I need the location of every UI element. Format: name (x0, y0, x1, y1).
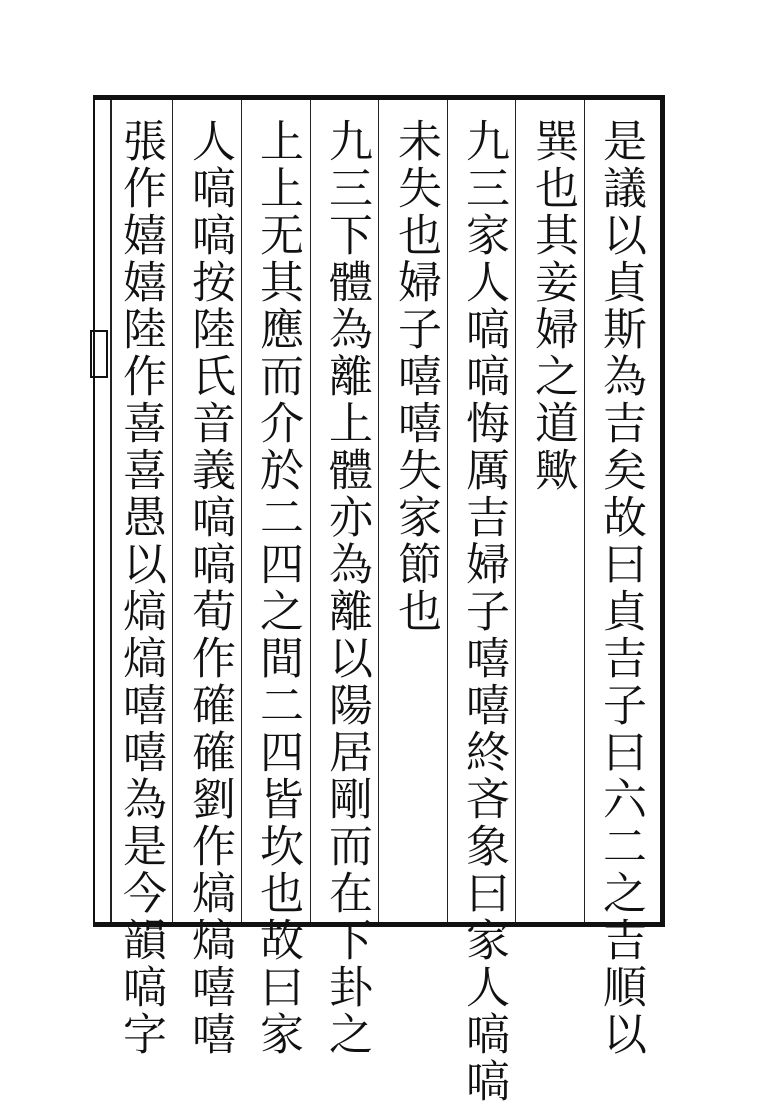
text-column-7: 人嗃嗃按陸氏音義嗃嗃荀作確確劉作熇熇嘻嘻 (184, 118, 235, 1058)
column-divider (515, 100, 516, 922)
text-column-2: 巽也其妾婦之道歟 (527, 118, 578, 494)
text-column-6: 上上无其應而介於二四之間二四皆坎也故曰家 (252, 118, 303, 1058)
column-divider (378, 100, 379, 922)
column-divider (172, 100, 173, 922)
text-column-8: 張作嬉嬉陸作喜喜愚以熇熇嘻嘻為是今韻嗃字 (115, 118, 166, 1058)
text-column-3: 九三家人嗃嗃悔厲吉婦子嘻嘻終吝象曰家人嗃嗃 (458, 118, 509, 1105)
text-column-1: 是議以貞斯為吉矣故曰貞吉子曰六二之吉順以 (595, 118, 646, 1058)
column-divider (241, 100, 242, 922)
column-divider (584, 100, 585, 922)
column-divider (310, 100, 311, 922)
text-frame (93, 95, 665, 1105)
text-column-5: 九三下體為離上體亦為離以陽居剛而在下卦之 (321, 118, 372, 1058)
text-column-4: 未失也婦子嘻嘻失家節也 (390, 118, 441, 635)
column-divider (447, 100, 448, 922)
